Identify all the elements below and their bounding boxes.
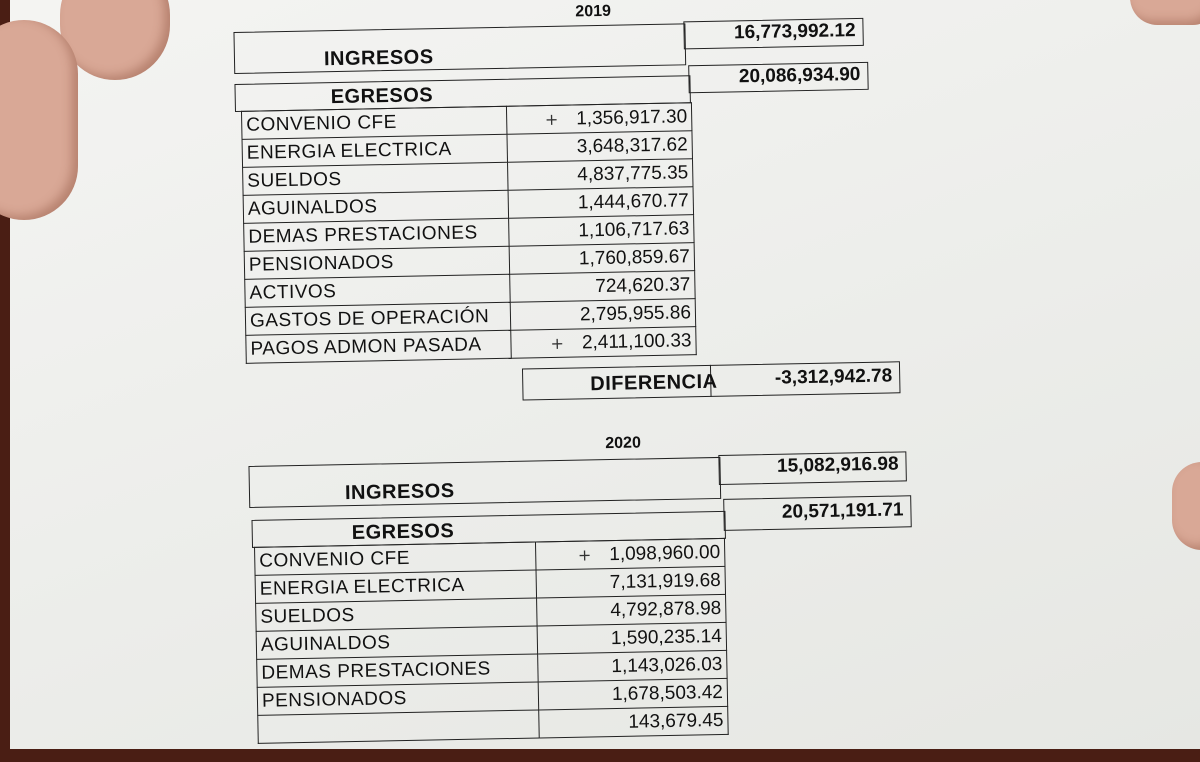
section-2020	[248, 429, 914, 762]
ingresos-2020-value: 15,082,916.98	[776, 453, 899, 477]
egresos-2019-row-value-cell	[507, 131, 693, 163]
egresos-2019-row-value: 2,411,100.33	[581, 329, 692, 353]
egresos-2020-row-label: PENSIONADOS	[257, 682, 538, 715]
egresos-2019-value: 20,086,934.90	[738, 63, 861, 88]
egresos-2019-row-value-cell	[511, 327, 697, 359]
egresos-2020-row-label: SUELDOS	[256, 598, 537, 631]
ingresos-2019-box	[233, 23, 686, 74]
egresos-2020-row-label: ENERGIA ELECTRICA	[255, 570, 536, 603]
handwritten-check-mark: +	[550, 333, 565, 353]
egresos-2020-table	[254, 538, 729, 744]
egresos-2019-row-label: PAGOS ADMON PASADA	[246, 330, 511, 363]
egresos-2020-row-value: 1,678,503.42	[611, 681, 724, 705]
egresos-2019-row-value: 3,648,317.62	[576, 133, 688, 157]
egresos-2019-row-value-cell	[510, 271, 696, 303]
egresos-2020-row-label	[258, 710, 539, 743]
egresos-2020-row-value: 143,679.45	[628, 709, 724, 733]
egresos-2019-row-value: 724,620.37	[595, 273, 691, 297]
egresos-2020-row-label: DEMAS PRESTACIONES	[257, 654, 538, 687]
egresos-2020-row-label: CONVENIO CFE	[255, 542, 536, 575]
handwritten-check-mark: +	[544, 109, 559, 129]
egresos-2019-row-label: GASTOS DE OPERACIÓN	[245, 302, 510, 335]
egresos-2020-row-value-cell	[538, 678, 728, 710]
egresos-2019-table	[241, 102, 697, 364]
diferencia-2019-value: -3,312,942.78	[774, 365, 893, 389]
year-2020-heading: 2020	[605, 434, 642, 453]
egresos-2019-row-value: 4,837,775.35	[577, 161, 689, 185]
egresos-2019-label: EGRESOS	[330, 84, 434, 109]
egresos-2020-row-value: 7,131,919.68	[609, 569, 721, 593]
egresos-2019-row-value-cell	[509, 243, 695, 275]
egresos-2020-row-value-cell	[536, 566, 726, 598]
diferencia-2019-label: DIFERENCIA	[590, 370, 718, 396]
egresos-2019-row-value-cell	[510, 299, 696, 331]
egresos-2019-row-value-cell	[508, 159, 694, 191]
egresos-2020-row-value-cell	[538, 650, 728, 682]
finger-right	[1172, 462, 1200, 550]
egresos-2020-row-value-cell	[537, 594, 727, 626]
finger-left	[0, 20, 78, 220]
egresos-2019-row-label: AGUINALDOS	[243, 190, 508, 223]
section-2019	[233, 0, 893, 418]
egresos-2019-row-value: 1,444,670.77	[577, 189, 689, 213]
egresos-2019-row-label: DEMAS PRESTACIONES	[244, 218, 509, 251]
egresos-2020-row-value: 1,590,235.14	[610, 625, 723, 649]
egresos-2020-row-value: 1,143,026.03	[611, 653, 723, 677]
egresos-2019-row-label: ACTIVOS	[245, 274, 510, 307]
egresos-2020-row-value: 1,098,960.00	[609, 541, 721, 565]
egresos-2019-row-label: ENERGIA ELECTRICA	[242, 134, 507, 167]
egresos-2019-row-label: SUELDOS	[243, 162, 508, 195]
ingresos-2020-box	[248, 457, 721, 508]
egresos-2019-row-value-cell	[509, 215, 695, 247]
ingresos-2019-value: 16,773,992.12	[733, 20, 856, 44]
egresos-2019-row-value: 1,106,717.63	[578, 217, 690, 241]
egresos-2019-row-value: 1,356,917.30	[576, 105, 688, 129]
egresos-2019-row-label: CONVENIO CFE	[241, 106, 506, 139]
egresos-2019-row-value-cell	[508, 187, 694, 219]
egresos-2019-row-value: 1,760,859.67	[578, 245, 691, 269]
year-2019-heading: 2019	[575, 2, 612, 21]
egresos-2020-label: EGRESOS	[351, 520, 455, 545]
egresos-2019-row-label: PENSIONADOS	[244, 246, 509, 279]
egresos-2020-row-label: AGUINALDOS	[256, 626, 537, 659]
egresos-2020-value: 20,571,191.71	[781, 499, 904, 523]
egresos-2019-row-value-cell	[506, 103, 692, 135]
ingresos-2020-label: INGRESOS	[344, 480, 455, 505]
ingresos-2019-label: INGRESOS	[323, 46, 434, 71]
egresos-2020-row-value-cell	[535, 538, 725, 570]
egresos-2020-row-value-cell	[539, 706, 729, 738]
egresos-2019-row-value: 2,795,955.86	[579, 301, 692, 325]
egresos-2020-row-value-cell	[537, 622, 727, 654]
handwritten-check-mark: +	[577, 544, 592, 565]
egresos-2020-row-value: 4,792,878.98	[610, 597, 722, 621]
